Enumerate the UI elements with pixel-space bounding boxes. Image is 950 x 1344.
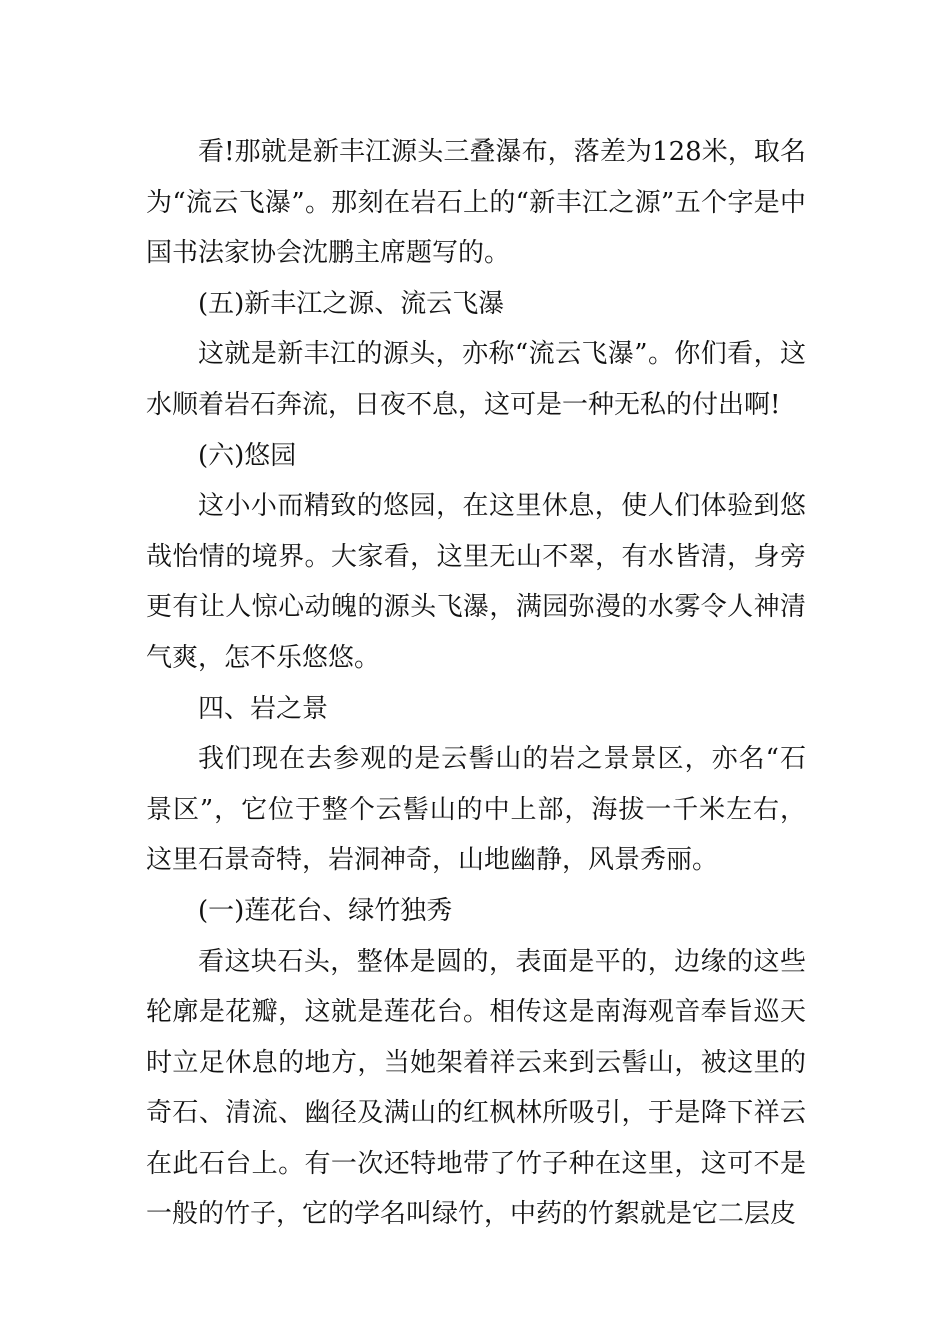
paragraph-youyuan: 这小小而精致的悠园，在这里休息，使人们体验到悠哉怡情的境界。大家看，这里无山不翠，有水皆清，身旁更有让人惊心动魄的源头飞瀑，满园弥漫的水雾令人神清气爽，怎不乐悠悠。 [146,491,806,673]
section-heading-lotus-platform: (一)莲花台、绿竹独秀 [198,895,453,926]
paragraph-source: 这就是新丰江的源头，亦称“流云飞瀑”。你们看，这水顺着岩石奔流，日夜不息，这可是一种无私的付出啊! [146,339,806,420]
section-heading-rock-scenery: 四、岩之景 [198,693,329,724]
paragraph-lotus-platform: 看这块石头，整体是圆的，表面是平的，边缘的这些轮廓是花瓣，这就是莲花台。相传这是南海观音奉旨巡天时立足休息的地方，当她架着祥云来到云髻山，被这里的奇石、清流、幽径及满山的红枫林所吸引，于是降下祥云在此石台上。有一次还特地带了竹子种在这里，这可不是一般的竹子，它的学名叫绿竹，中药的竹絮就是它二层皮 [146,946,806,1230]
paragraph-rock-scenery: 我们现在去参观的是云髻山的岩之景景区，亦名“石景区”，它位于整个云髻山的中上部，海拔一千米左右，这里石景奇特，岩洞神奇，山地幽静，风景秀丽。 [146,744,806,876]
section-heading-youyuan: (六)悠园 [198,440,297,471]
paragraph-waterfall-intro: 看!那就是新丰江源头三叠瀑布，落差为128米，取名为“流云飞瀑”。那刻在岩石上的“新丰江之源”五个字是中国书法家协会沈鹏主席题写的。 [146,137,806,269]
section-heading-source: (五)新丰江之源、流云飞瀑 [198,288,505,319]
document-body [146,127,806,1240]
